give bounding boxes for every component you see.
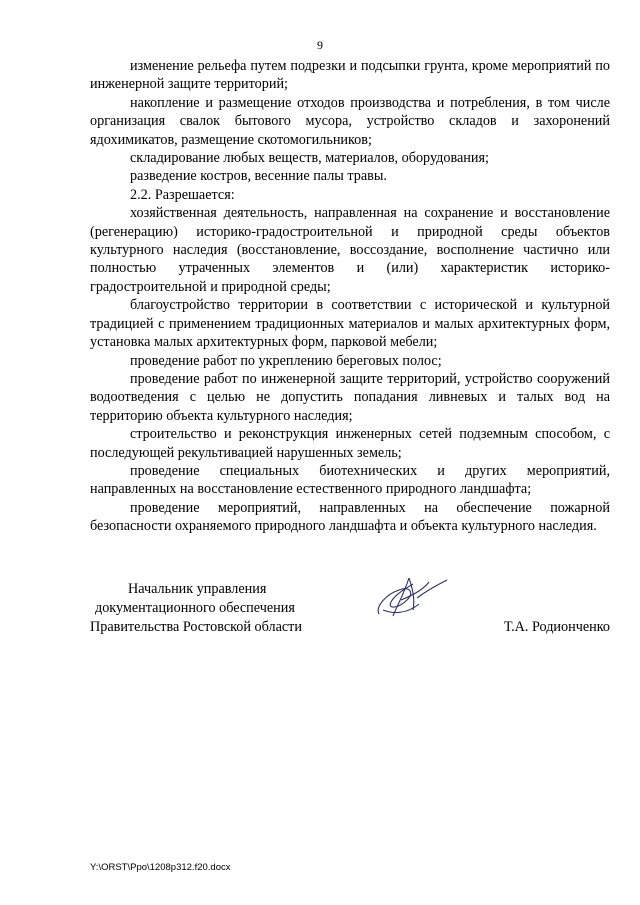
paragraph-fires: разведение костров, весенние палы травы. [130,168,387,185]
paragraph-restoration-activity: хозяйственная деятельность, направленная на сохранение и восстановление (регенерацию) историко-градостроительной и природной среды объектов культурного наследия (восстановление, воссоздание, восполнение частично или полностью утраченных элементов и (или) характеристик историко-градостроительной и природной среды; [90,205,610,295]
position-line-1: Начальник управления [128,581,267,597]
paragraph-engineering-protection: проведение работ по инженерной защите территорий, устройство сооружений водоотведения с целью не допустить попадания ливневых и талых вод на территорию объекта культурного наследия; [90,370,610,424]
paragraph-landscaping: благоустройство территории в соответствии с исторической и культурной традицией с применением традиционных материалов и малых архитектурных форм, установка малых архитектурных форм, парковой мебели; [90,297,610,351]
signature-block [90,580,610,640]
signer-name: Т.А. Родионченко [503,619,610,635]
paragraph-warehousing: складирование любых веществ, материалов, оборудования; [130,150,489,167]
position-line-2: документационного обеспечения [95,600,295,616]
paragraph-relief-change: изменение рельефа путем подрезки и подсыпки грунта, кроме мероприятий по инженерной защите территорий; [90,58,610,93]
paragraph-waste-storage: накопление и размещение отходов производства и потребления, в том числе организация свалок бытового мусора, устройство складов и захоронений ядохимикатов, размещение скотомогильников; [90,94,610,148]
paragraph-fire-safety: проведение мероприятий, направленных на обеспечение пожарной безопасности охраняемого природного ландшафта и объекта культурного наследия. [90,499,610,535]
handwritten-signature [373,570,453,622]
signer-position [90,580,340,637]
paragraph-shore-strengthening: проведение работ по укреплению береговых полос; [130,352,442,369]
document-body [90,57,610,536]
paragraph-underground-networks: строительство и реконструкция инженерных сетей подземным способом, с последующей рекультивацией нарушенных земель; [90,426,610,461]
section-heading-allowed: 2.2. Разрешается: [130,186,235,203]
paragraph-biotechnical-measures: проведение специальных биотехнических и других мероприятий, направленных на восстановление естественного природного ландшафта; [90,462,610,498]
position-line-3: Правительства Ростовской области [90,619,302,635]
page-number: 9 [317,38,323,52]
file-path-footer: Y:\ORST\Ppo\1208p312.f20.docx [90,862,231,873]
